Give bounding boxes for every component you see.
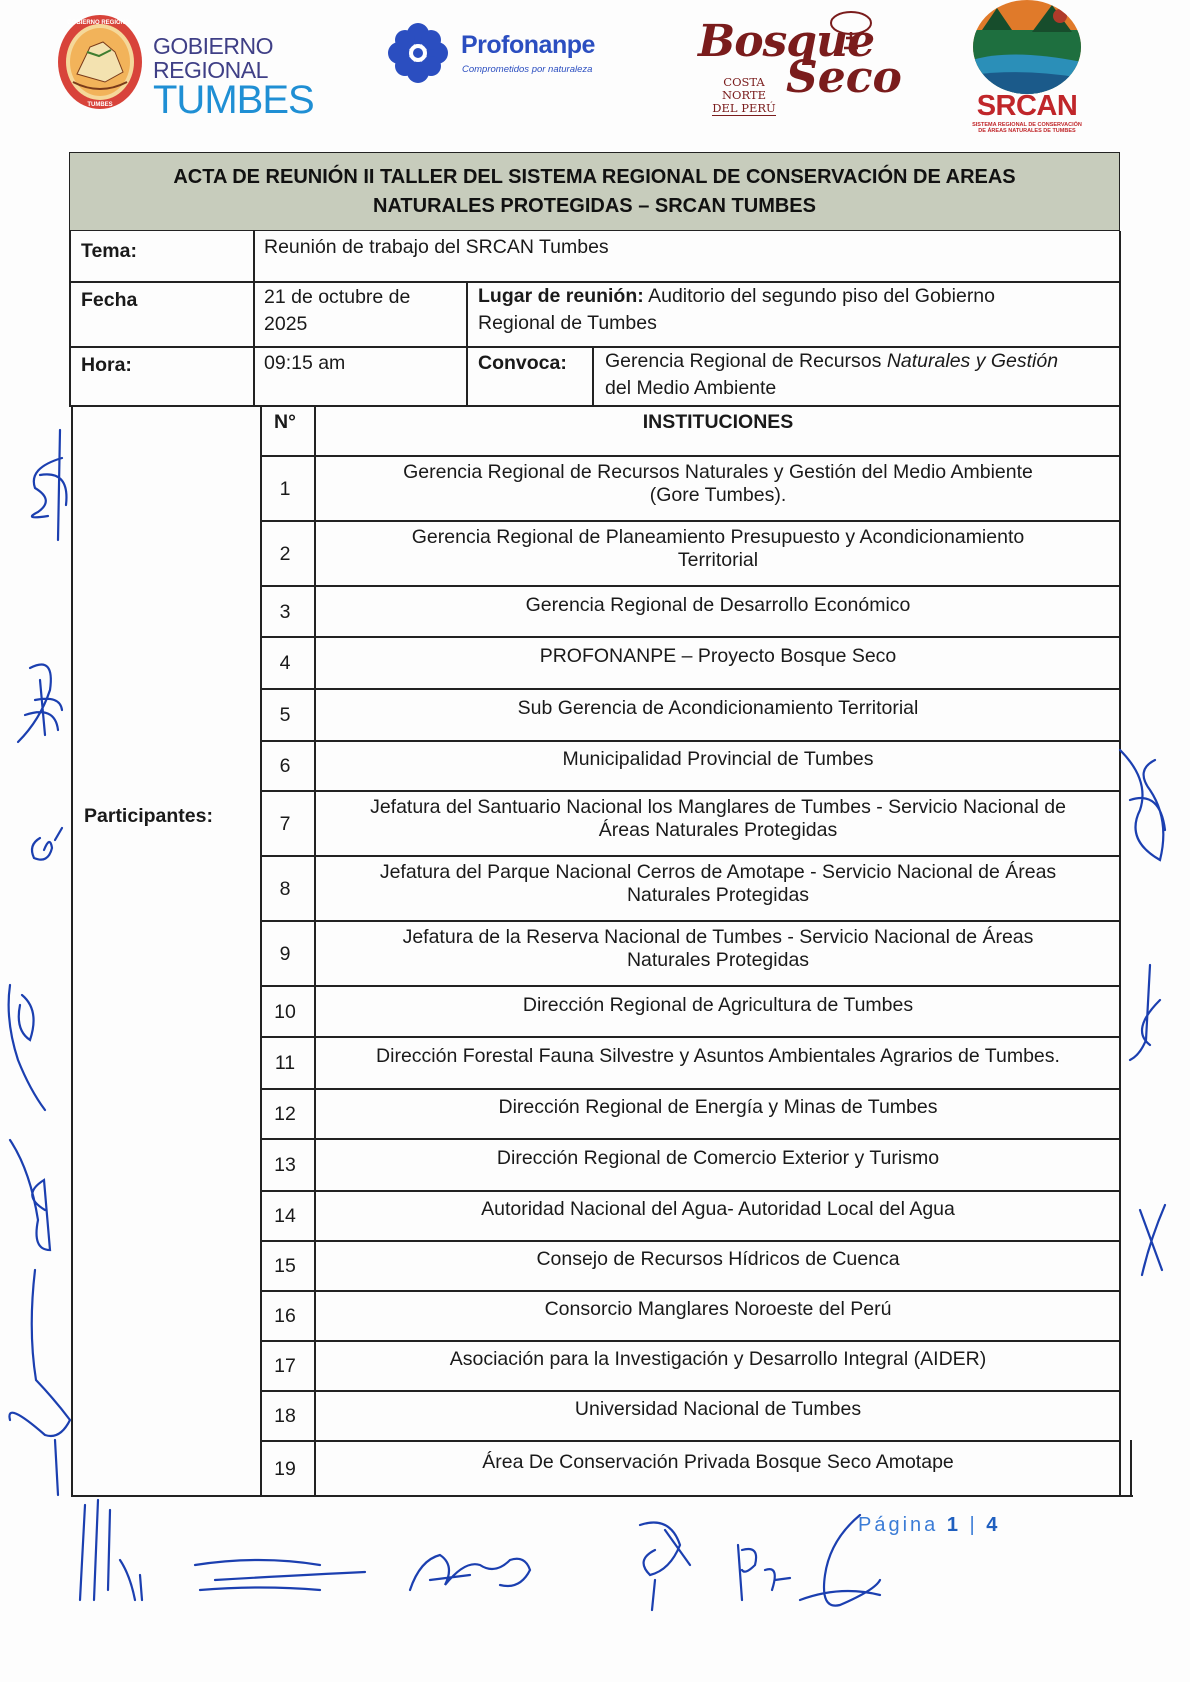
institution-name-line2: (Gore Tumbes). <box>649 484 787 506</box>
fecha-value-line1: 21 de octubre de <box>264 286 411 308</box>
institution-number: 6 <box>279 755 291 777</box>
srcan-sub1: SISTEMA REGIONAL DE CONSERVACIÓN <box>972 122 1082 128</box>
bosque-seco-sub2: DEL PERÚ <box>712 101 776 115</box>
bottom-signature-4 <box>640 1523 690 1611</box>
profonanpe-tagline: Comprometidos por naturaleza <box>462 64 593 75</box>
bottom-signature-6 <box>800 1515 880 1606</box>
institution-number: 17 <box>274 1355 296 1377</box>
document-title-line2: NATURALES PROTEGIDAS – SRCAN TUMBES <box>373 194 816 217</box>
margin-signature-3 <box>32 828 62 860</box>
gore-logo-line2: TUMBES <box>153 78 314 122</box>
institution-name-line1: Gerencia Regional de Desarrollo Económico <box>525 594 911 616</box>
page-number: Página 1 | 4 <box>858 1514 1001 1536</box>
institution-name-line1: Jefatura del Parque Nacional Cerros de Amotape - Servicio Nacional de Áreas <box>379 861 1057 883</box>
institution-number: 11 <box>274 1052 296 1074</box>
margin-signature-9 <box>1140 1205 1165 1275</box>
bottom-signature-2 <box>195 1560 365 1590</box>
institution-name-line1: Área De Conservación Privada Bosque Seco Amotape <box>482 1451 954 1473</box>
srcan-name: SRCAN <box>976 90 1078 122</box>
column-header-number: N° <box>274 411 296 433</box>
institution-number: 5 <box>279 704 291 726</box>
institution-number: 14 <box>274 1205 296 1227</box>
bottom-signature-1 <box>80 1500 142 1600</box>
institution-number: 15 <box>274 1255 296 1277</box>
institution-name-line1: Sub Gerencia de Acondicionamiento Territorial <box>517 697 919 719</box>
gore-seal-bottom-text: TUMBES <box>87 102 113 108</box>
margin-signature-1 <box>32 430 67 540</box>
institution-name-line1: Dirección Regional de Energía y Minas de Tumbes <box>498 1096 938 1118</box>
institution-name-line1: Autoridad Nacional del Agua- Autoridad Local del Agua <box>481 1198 955 1220</box>
institution-number: 12 <box>274 1103 296 1125</box>
document-title-line1: ACTA DE REUNIÓN II TALLER DEL SISTEMA REGIONAL DE CONSERVACIÓN DE AREAS <box>173 165 1016 188</box>
bosque-seco-sub1: COSTA NORTE <box>721 75 766 102</box>
institution-name-line1: Asociación para la Investigación y Desarrollo Integral (AIDER) <box>449 1348 987 1370</box>
fecha-value-line2: 2025 <box>264 313 308 335</box>
gore-seal-top-text: GOBIERNO REGIONAL <box>66 20 134 26</box>
institution-name-line1: PROFONANPE – Proyecto Bosque Seco <box>539 645 897 667</box>
tema-value: Reunión de trabajo del SRCAN Tumbes <box>264 236 609 258</box>
participantes-label: Participantes: <box>84 805 213 827</box>
page-word: Página <box>858 1514 939 1536</box>
tema-label: Tema: <box>81 240 137 262</box>
institution-name-line1: Consorcio Manglares Noroeste del Perú <box>544 1298 892 1320</box>
convoca-label: Convoca: <box>478 352 567 374</box>
bottom-signature-3 <box>410 1555 530 1590</box>
bottom-signature-5 <box>738 1545 790 1600</box>
institution-name-line1: Jefatura de la Reserva Nacional de Tumbes - Servicio Nacional de Áreas <box>402 926 1034 948</box>
institution-number: 4 <box>279 652 291 674</box>
institution-number: 9 <box>279 943 291 965</box>
fecha-label: Fecha <box>81 289 138 311</box>
institution-name-line2: Territorial <box>677 549 759 571</box>
institution-number: 8 <box>279 878 291 900</box>
bosque-seco-word2: Seco <box>786 52 902 103</box>
institution-number: 2 <box>279 543 291 565</box>
institution-number: 13 <box>274 1154 296 1176</box>
margin-signature-6 <box>9 1270 70 1495</box>
institution-name-line1: Dirección Forestal Fauna Silvestre y Asuntos Ambientales Agrarios de Tumbes. <box>376 1045 1060 1067</box>
institution-name-line1: Gerencia Regional de Planeamiento Presupuesto y Acondicionamiento <box>411 526 1025 548</box>
institution-name-line1: Dirección Regional de Agricultura de Tumbes <box>522 994 914 1016</box>
gore-logo-line1: GOBIERNO REGIONAL <box>153 33 273 83</box>
institution-name-line1: Consejo de Recursos Hídricos de Cuenca <box>536 1248 900 1270</box>
institution-name-line1: Municipalidad Provincial de Tumbes <box>562 748 874 770</box>
bosque-seco-word1: Bosque <box>698 16 875 67</box>
lugar-value-line1: Auditorio del segundo piso del Gobierno <box>643 285 995 307</box>
lugar-value-line2: Regional de Tumbes <box>478 312 657 334</box>
hora-label: Hora: <box>81 354 132 376</box>
convoca-value-line1a: Gerencia Regional de Recursos <box>605 350 887 372</box>
profonanpe-name: Profonanpe <box>461 31 595 59</box>
institution-name-line2: Naturales Protegidas <box>626 884 810 906</box>
page-current: 1 <box>946 1514 961 1536</box>
margin-signature-7 <box>1120 750 1165 860</box>
lugar-label: Lugar de reunión: <box>478 285 644 307</box>
margin-signature-2 <box>18 664 62 742</box>
margin-signature-5 <box>10 1140 50 1250</box>
page-total: 4 <box>986 1514 1001 1536</box>
margin-signature-4 <box>9 985 45 1110</box>
convoca-value-line2: del Medio Ambiente <box>605 377 777 399</box>
convoca-value-line1b: Naturales y Gestión <box>886 350 1059 372</box>
margin-signature-8 <box>1130 965 1160 1060</box>
institution-number: 3 <box>279 601 291 623</box>
institution-name-line1: Gerencia Regional de Recursos Naturales y Gestión del Medio Ambiente <box>403 461 1033 483</box>
institution-number: 1 <box>279 478 291 500</box>
institution-name-line2: Naturales Protegidas <box>626 949 810 971</box>
institution-number: 10 <box>274 1001 296 1023</box>
institution-name-line1: Dirección Regional de Comercio Exterior y Turismo <box>496 1147 940 1169</box>
hora-value: 09:15 am <box>264 352 346 374</box>
institution-name-line1: Jefatura del Santuario Nacional los Manglares de Tumbes - Servicio Nacional de <box>370 796 1066 818</box>
institution-number: 16 <box>274 1305 296 1327</box>
institution-name-line2: Áreas Naturales Protegidas <box>598 819 838 841</box>
institution-number: 7 <box>279 813 291 835</box>
srcan-sub2: DE ÁREAS NATURALES DE TUMBES <box>978 128 1076 134</box>
column-header-institutions: INSTITUCIONES <box>642 411 794 433</box>
institution-number: 19 <box>274 1458 296 1480</box>
institution-name-line1: Universidad Nacional de Tumbes <box>574 1398 862 1420</box>
institution-number: 18 <box>274 1405 296 1427</box>
